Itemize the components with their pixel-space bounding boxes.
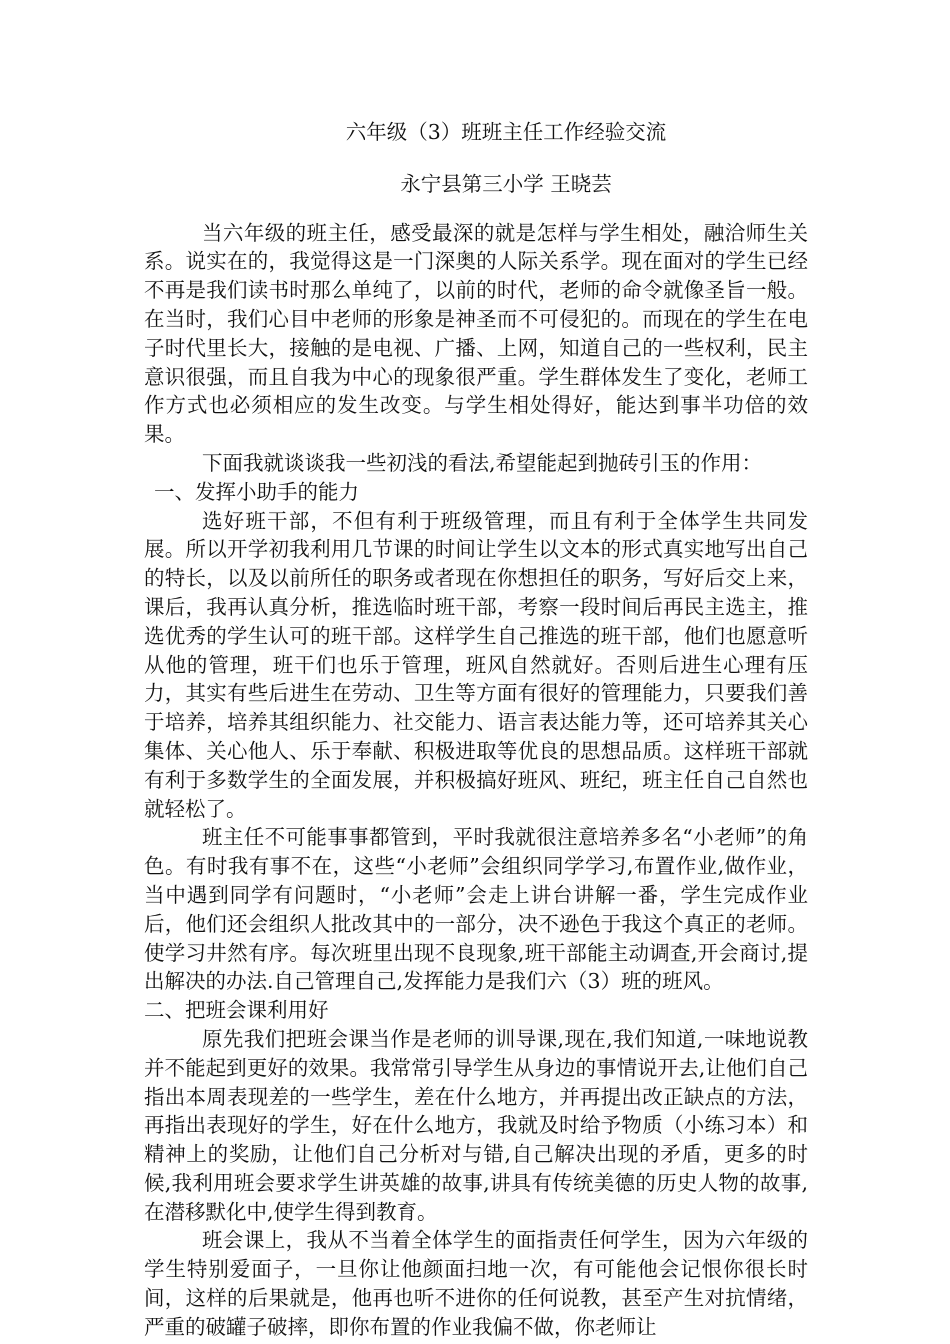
paragraph-class-cadres: 选好班干部，不但有利于班级管理，而且有利于全体学生共同发展。所以开学初我利用几节课的时间让学生以文本的形式真实地写出自己的特长，以及以前所任的职务或者现在你想担任的职务，写好后交上来，课后，我再认真分析，推选临时班干部，考察一段时间后再民主选主，推选优秀的学生认可的班干部。这样学生自己推选的班干部，他们也愿意听从他的管理，班干们也乐于管理，班风自然就好。否则后进生心理有压力，其实有些后进生在劳动、卫生等方面有很好的管理能力，只要我们善于培养，培养其组织能力、社交能力、语言表达能力等，还可培养其关心集体、关心他人、乐于奉献、积极进取等优良的思想品质。这样班干部就有利于多数学生的全面发展，并积极搞好班风、班纪，班主任自己自然也就轻松了。 — [144, 508, 808, 821]
document-page — [144, 118, 808, 1342]
paragraph-preface: 下面我就谈谈我一些初浅的看法,希望能起到抛砖引玉的作用： — [202, 450, 763, 475]
document-title: 六年级（3）班班主任工作经验交流 — [345, 120, 667, 144]
section-heading-2: 二、把班会课利用好 — [144, 998, 329, 1023]
paragraph-little-teachers: 班主任不可能事事都管到，平时我就很注意培养多名“小老师”的角色。有时我有事不在，这些“小老师”会组织同学学习,布置作业,做作业，当中遇到同学有问题时，“小老师”会走上讲台讲解一番，学生完成作业后，他们还会组织人批改其中的一部分，决不逊色于我这个真正的老师。使学习井然有序。每次班里出现不良现象,班干部能主动调查,开会商讨,提出解决的办法.自己管理自己,发挥能力是我们六（3）班的班风。 — [144, 825, 808, 994]
section-heading-1: 一、发挥小助手的能力 — [154, 479, 359, 504]
paragraph-class-meeting-cont: 班会课上，我从不当着全体学生的面指责任何学生，因为六年级的学生特别爱面子，一旦你让他颜面扫地一次，有可能他会记恨你很长时间，这样的后果就是，他再也听不进你的任何说教，甚至产生对抗情绪，严重的破罐子破摔，即你布置的作业我偏不做，你老师让 — [144, 1228, 808, 1339]
document-author: 永宁县第三小学 王晓芸 — [400, 171, 612, 196]
paragraph-intro: 当六年级的班主任，感受最深的就是怎样与学生相处，融洽师生关系。说实在的，我觉得这是一门深奥的人际关系学。现在面对的学生已经不再是我们读书时那么单纯了，以前的时代，老师的命令就像圣旨一般。在当时，我们心目中老师的形象是神圣而不可侵犯的。而现在的学生在电子时代里长大，接触的是电视、广播、上网，知道自己的一些权利，民主意识很强，而且自我为中心的现象很严重。学生群体发生了变化，老师工作方式也必须相应的发生改变。与学生相处得好，能达到事半功倍的效果。 — [144, 220, 808, 447]
paragraph-class-meeting: 原先我们把班会课当作是老师的训导课,现在,我们知道,一味地说教并不能起到更好的效果。我常常引导学生从身边的事情说开去,让他们自己指出本周表现差的一些学生，差在什么地方，并再提出改正缺点的方法，再指出表现好的学生，好在什么地方，我就及时给予物质（小练习本）和精神上的奖励，让他们自己分析对与错,自己解决出现的矛盾，更多的时候,我利用班会要求学生讲英雄的故事,讲具有传统美德的历史人物的故事,在潜移默化中,使学生得到教育。 — [144, 1026, 808, 1224]
